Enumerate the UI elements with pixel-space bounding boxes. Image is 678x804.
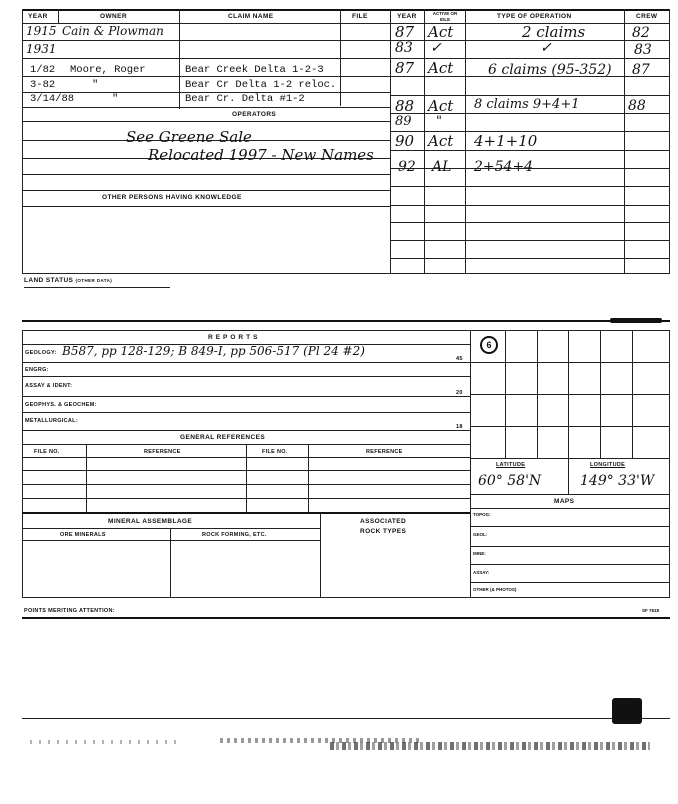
ref-reference-header-2: REFERENCE (366, 449, 403, 455)
scan-artifact (30, 740, 180, 744)
associated-header: ASSOCIATED (360, 518, 407, 525)
col-year2-header: YEAR (397, 13, 417, 20)
form-code: SF 7818 (642, 608, 660, 613)
activity-status: Act (428, 97, 454, 115)
col-claim-name-header: CLAIM NAME (228, 13, 274, 20)
land-status-label: LAND STATUS (OTHER DATA) (24, 277, 113, 284)
code-18: 18 (456, 424, 463, 430)
geology-label: GEOLOGY: (25, 350, 57, 356)
activity-crew: 82 (632, 25, 650, 41)
activity-operation: 6 claims (95-352) (488, 62, 612, 78)
code-20: 20 (456, 390, 463, 396)
longitude-value: 149° 33'W (580, 473, 655, 489)
points-meriting-attention-label: POINTS MERITING ATTENTION: (24, 608, 115, 614)
activity-status: Act (428, 23, 454, 41)
maps-title: MAPS (554, 498, 575, 505)
col-type-operation-header: TYPE OF OPERATION (497, 13, 572, 20)
maps-geol-label: GEOL: (473, 532, 488, 537)
activity-year: 90 (395, 132, 415, 150)
general-references-title: GENERAL REFERENCES (180, 434, 266, 441)
activity-crew: 87 (632, 62, 650, 78)
activity-status: Act (428, 59, 454, 77)
rock-forming-header: ROCK FORMING, ETC. (202, 532, 267, 538)
owner-year: 3/14/88 (30, 93, 75, 105)
operators-note: See Greene Sale (126, 128, 252, 146)
reports-title: REPORTS (208, 334, 261, 341)
maps-topog-label: TOPOG: (473, 512, 491, 517)
activity-year: 87 (395, 23, 415, 41)
geology-value: B587, pp 128-129; B 849-I, pp 506-517 (Pl 24 #2) (62, 344, 365, 358)
mineral-assemblage-title: MINERAL ASSEMBLAGE (108, 518, 193, 525)
activity-year: 87 (395, 59, 415, 77)
activity-operation: 8 claims 9+4+1 (474, 97, 580, 112)
activity-year: 83 (395, 40, 413, 56)
owner-year: 1931 (26, 42, 57, 56)
activity-status: ✓ (430, 40, 442, 56)
assay-label: ASSAY & IDENT: (25, 383, 73, 389)
claim-name: Bear Cr. Delta #1-2 (185, 93, 305, 105)
ref-file-no-header-2: FILE NO. (262, 449, 288, 455)
longitude-label: LONGITUDE (590, 462, 626, 468)
owner-name: Moore, Roger (70, 64, 146, 76)
maps-assay-label: ASSAY: (473, 570, 490, 575)
owner-name: " (112, 93, 119, 105)
activity-year: 88 (395, 97, 415, 115)
col-active-idle-header: ACTIVE OR IDLE (432, 11, 458, 22)
col-year-header: YEAR (28, 13, 48, 20)
ref-file-no-header: FILE NO. (34, 449, 60, 455)
rock-types-header: ROCK TYPES (360, 528, 407, 535)
code-45: 45 (456, 356, 463, 362)
col-file-header: FILE (352, 13, 368, 20)
scan-artifact (612, 698, 642, 724)
activity-year: 89 (395, 114, 412, 129)
activity-operation: 2 claims (522, 23, 586, 41)
activity-status: AL (432, 159, 452, 175)
ore-minerals-header: ORE MINERALS (60, 532, 106, 538)
grid-circle-marker: 6 (480, 336, 498, 354)
owner-year: 3-82 (30, 79, 56, 91)
activity-crew: 88 (628, 98, 646, 114)
activity-crew: 83 (634, 42, 652, 58)
claim-name: Bear Cr Delta 1-2 reloc. (185, 79, 337, 91)
maps-other-label: OTHER (& PHOTOS) (473, 587, 517, 592)
owner-year: 1/82 (30, 64, 56, 76)
activity-status: " (436, 114, 442, 129)
engrg-label: ENGRG: (25, 367, 49, 373)
col-crew-header: CREW (636, 13, 658, 20)
activity-operation: ✓ (540, 40, 552, 56)
activity-operation: 2+54+4 (474, 159, 534, 175)
operators-label: OPERATORS (232, 111, 277, 118)
col-owner-header: OWNER (100, 13, 127, 20)
activity-operation: 4+1+10 (474, 132, 538, 150)
other-persons-label: OTHER PERSONS HAVING KNOWLEDGE (102, 194, 242, 201)
owner-name: " (92, 79, 99, 91)
scan-artifact (330, 742, 650, 750)
activity-year: 92 (398, 159, 416, 175)
claim-name: Bear Creek Delta 1-2-3 (185, 64, 324, 76)
geophys-label: GEOPHYS. & GEOCHEM: (25, 402, 97, 408)
ref-reference-header: REFERENCE (144, 449, 181, 455)
owner-year: 1915 (26, 24, 57, 38)
latitude-value: 60° 58'N (478, 473, 542, 489)
latitude-label: LATITUDE (496, 462, 526, 468)
activity-status: Act (428, 132, 454, 150)
maps-mine-label: MINE: (473, 551, 486, 556)
owner-name: Cain & Plowman (62, 24, 164, 38)
operators-note: Relocated 1997 - New Names (148, 146, 374, 164)
metallurgical-label: METALLURGICAL: (25, 418, 78, 424)
